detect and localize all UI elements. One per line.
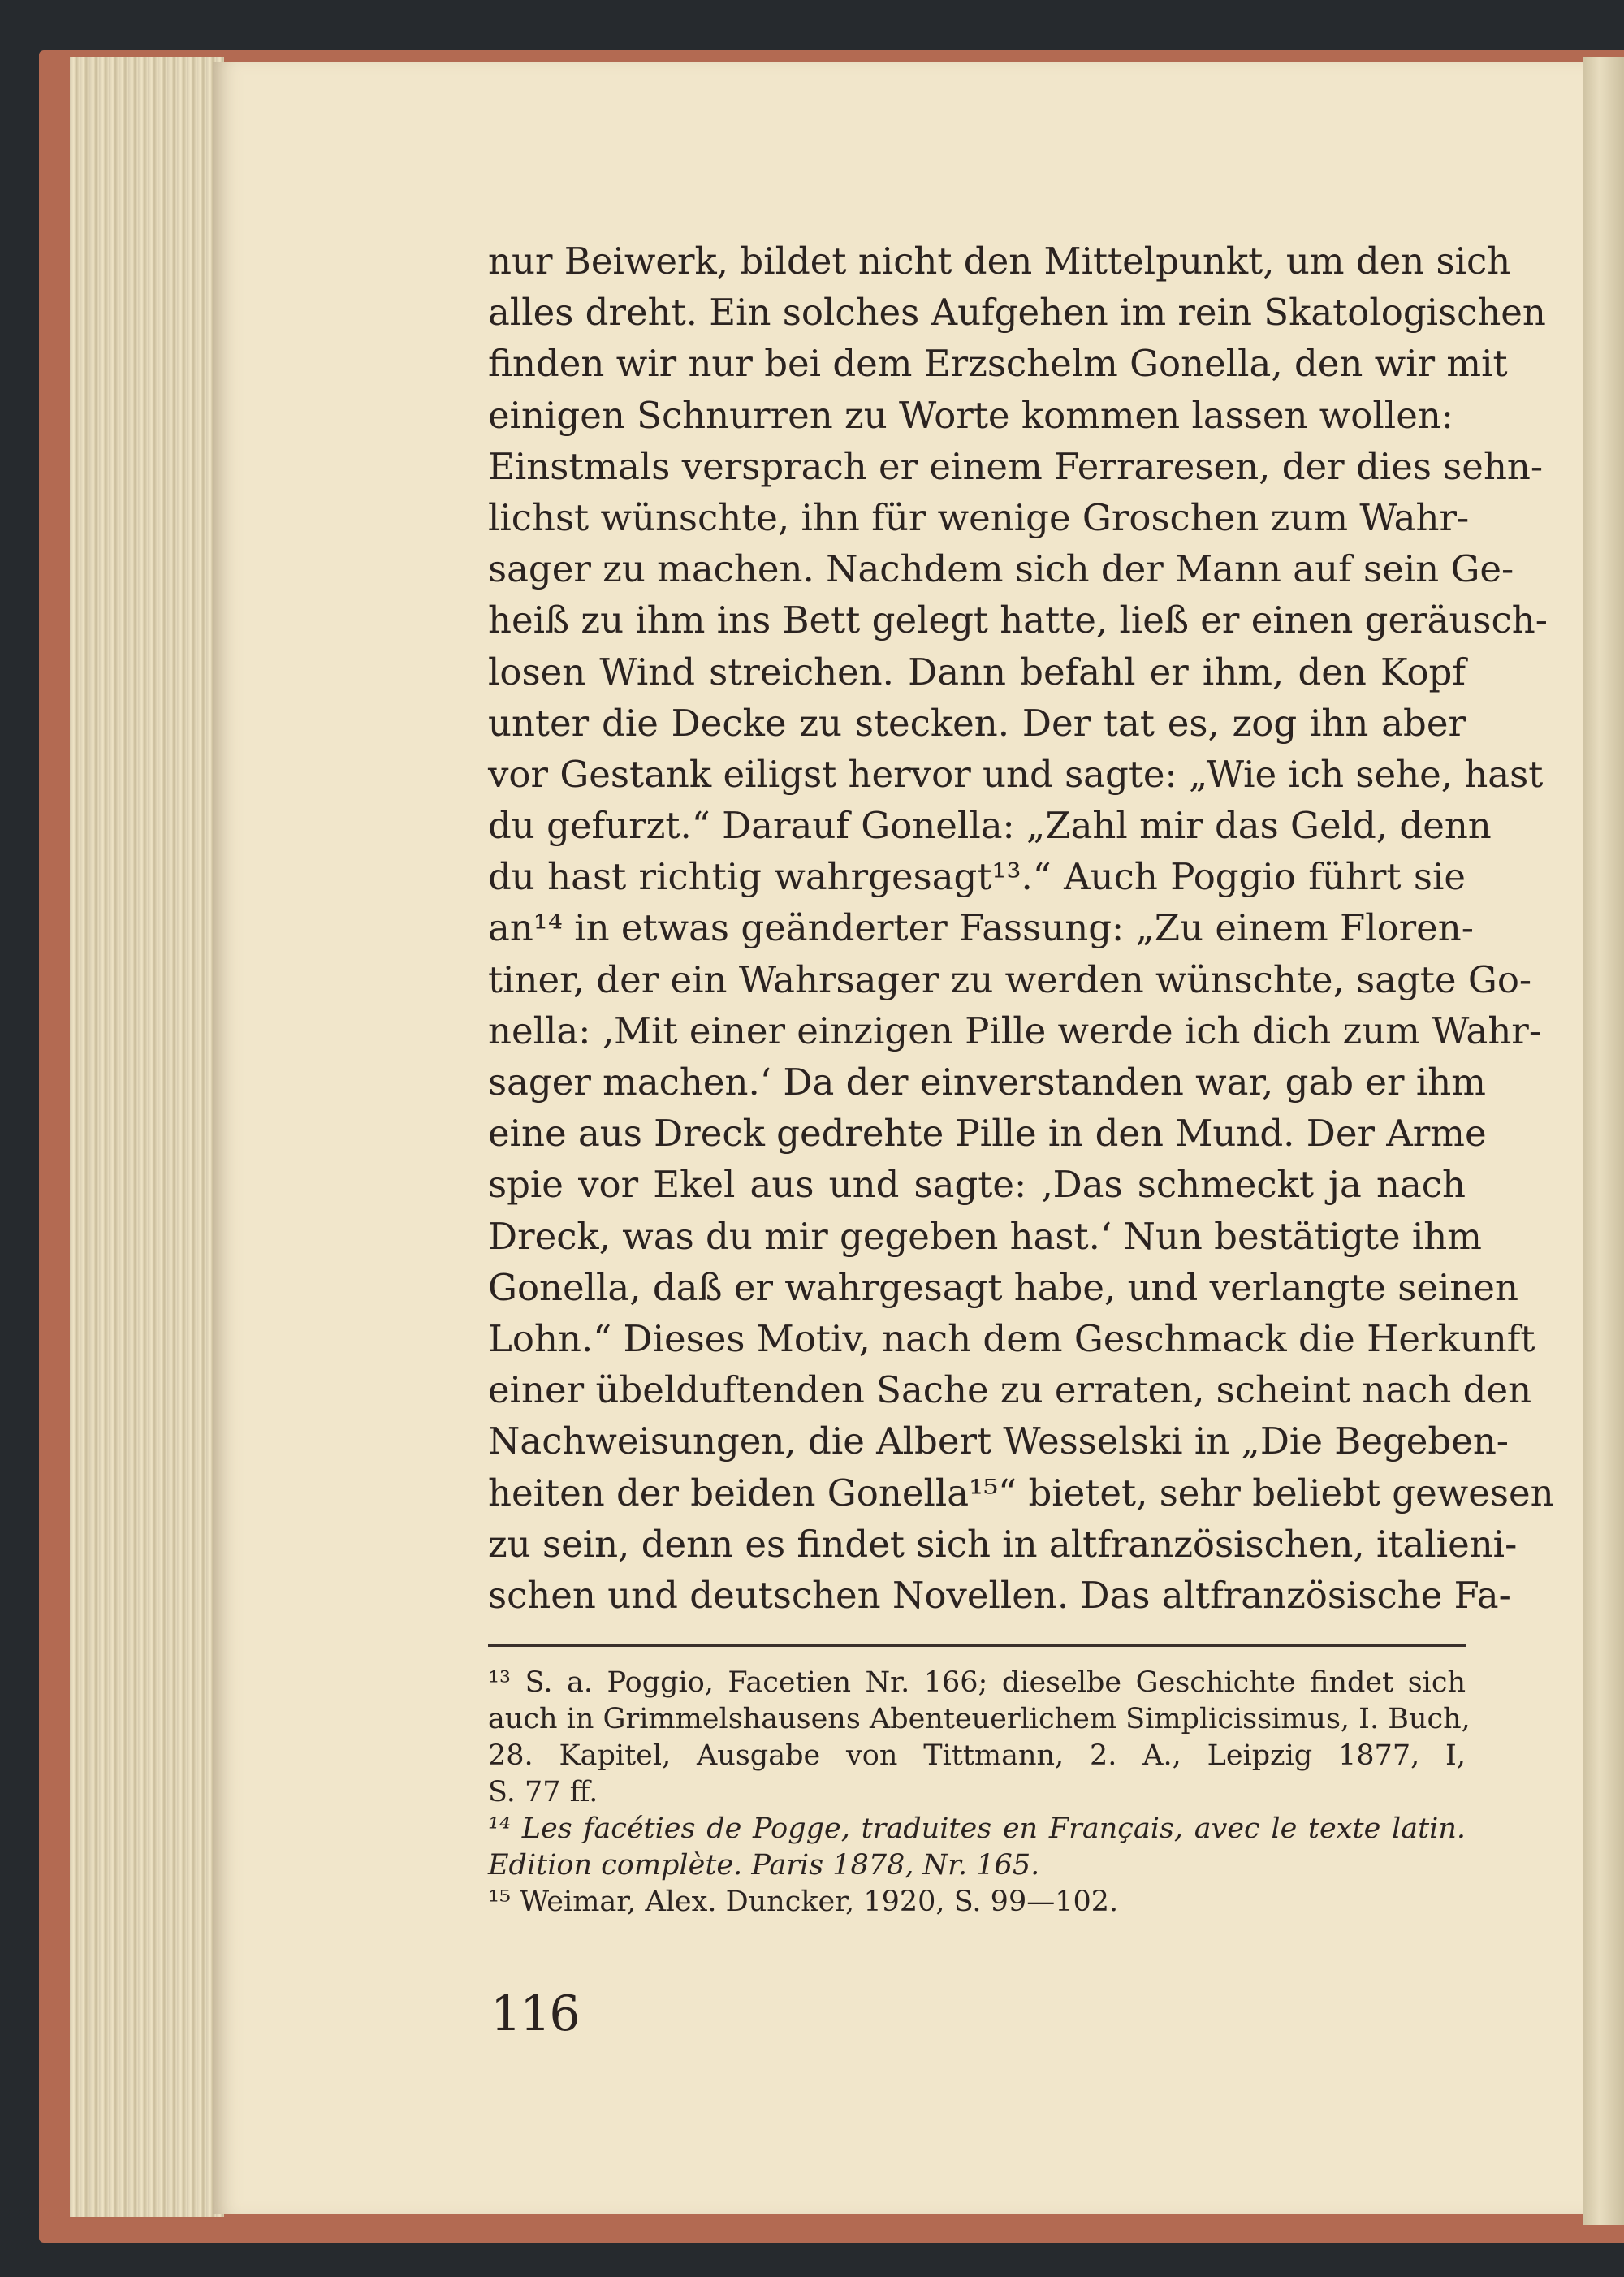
footnote-line: ¹³ S. a. Poggio, Facetien Nr. 166; dieselbe Geschichte findet sich bbox=[488, 1666, 1466, 1699]
body-line: tiner, der ein Wahrsager zu werden wünschte, sagte Go- bbox=[488, 957, 1532, 1001]
body-line: sager machen.‘ Da der einverstanden war, gab er ihm bbox=[488, 1061, 1486, 1104]
body-line: zu sein, denn es findet sich in altfranzösischen, italieni- bbox=[488, 1522, 1518, 1566]
body-line: unter die Decke zu stecken. Der tat es, zog ihn aber bbox=[488, 701, 1466, 745]
body-line: einer übelduftenden Sache zu erraten, scheint nach den bbox=[488, 1368, 1532, 1412]
body-line: du gefurzt.“ Darauf Gonella: „Zahl mir das Geld, denn bbox=[488, 804, 1492, 848]
footnote-line: auch in Grimmelshausens Abenteuerlichem Simplicissimus, I. Buch, bbox=[488, 1703, 1471, 1735]
stacked-page-edges bbox=[70, 57, 224, 2217]
footnote-line: S. 77 ff. bbox=[488, 1776, 598, 1808]
body-line: Lohn.“ Dieses Motiv, nach dem Geschmack die Herkunft bbox=[488, 1316, 1535, 1360]
page-number: 116 bbox=[490, 1985, 579, 2042]
footnote-line: Edition complète. Paris 1878, Nr. 165. bbox=[488, 1849, 1040, 1882]
body-line: vor Gestank eiligst hervor und sagte: „Wie ich sehe, hast bbox=[488, 752, 1544, 796]
body-line: alles dreht. Ein solches Aufgehen im rein Skatologischen bbox=[488, 291, 1546, 335]
body-line: spie vor Ekel aus und sagte: ‚Das schmeckt ja nach bbox=[488, 1163, 1466, 1207]
body-line: Dreck, was du mir gegeben hast.‘ Nun bestätigte ihm bbox=[488, 1214, 1482, 1258]
body-line: nur Beiwerk, bildet nicht den Mittelpunkt, um den sich bbox=[488, 240, 1511, 283]
body-line: du hast richtig wahrgesagt¹³.“ Auch Poggio führt sie bbox=[488, 855, 1466, 899]
body-line: nella: ‚Mit einer einzigen Pille werde ich dich zum Wahr- bbox=[488, 1009, 1542, 1052]
page-fore-edge bbox=[1583, 57, 1624, 2225]
body-line: Nachweisungen, die Albert Wesselski in „Die Begeben- bbox=[488, 1419, 1510, 1463]
body-line: Einstmals versprach er einem Ferraresen, der dies sehn- bbox=[488, 444, 1544, 488]
body-line: Gonella, daß er wahrgesagt habe, und verlangte seinen bbox=[488, 1265, 1518, 1309]
body-line: sager zu machen. Nachdem sich der Mann auf sein Ge- bbox=[488, 547, 1514, 591]
body-line: losen Wind streichen. Dann befahl er ihm, den Kopf bbox=[488, 650, 1466, 693]
body-line: an¹⁴ in etwas geänderter Fassung: „Zu einem Floren- bbox=[488, 906, 1474, 950]
body-line: heiß zu ihm ins Bett gelegt hatte, ließ er einen geräusch- bbox=[488, 598, 1548, 642]
body-line: lichst wünschte, ihn für wenige Groschen zum Wahr- bbox=[488, 495, 1470, 539]
footnote-rule bbox=[488, 1644, 1466, 1647]
footnote-line: 28. Kapitel, Ausgabe von Tittmann, 2. A., Leipzig 1877, I, bbox=[488, 1739, 1466, 1772]
body-line: eine aus Dreck gedrehte Pille in den Mund. Der Arme bbox=[488, 1112, 1487, 1156]
footnote-line: ¹⁵ Weimar, Alex. Duncker, 1920, S. 99—102. bbox=[488, 1886, 1119, 1918]
footnote-line: ¹⁴ Les facéties de Pogge, traduites en Français, avec le texte latin. bbox=[488, 1813, 1466, 1845]
body-line: schen und deutschen Novellen. Das altfranzösische Fa- bbox=[488, 1573, 1511, 1617]
body-line: einigen Schnurren zu Worte kommen lassen wollen: bbox=[488, 393, 1453, 437]
body-line: finden wir nur bei dem Erzschelm Gonella, den wir mit bbox=[488, 342, 1508, 386]
body-line: heiten der beiden Gonella¹⁵“ bietet, sehr beliebt gewesen bbox=[488, 1471, 1554, 1514]
footnotes bbox=[488, 1665, 1471, 1921]
body-text bbox=[488, 235, 1554, 1621]
